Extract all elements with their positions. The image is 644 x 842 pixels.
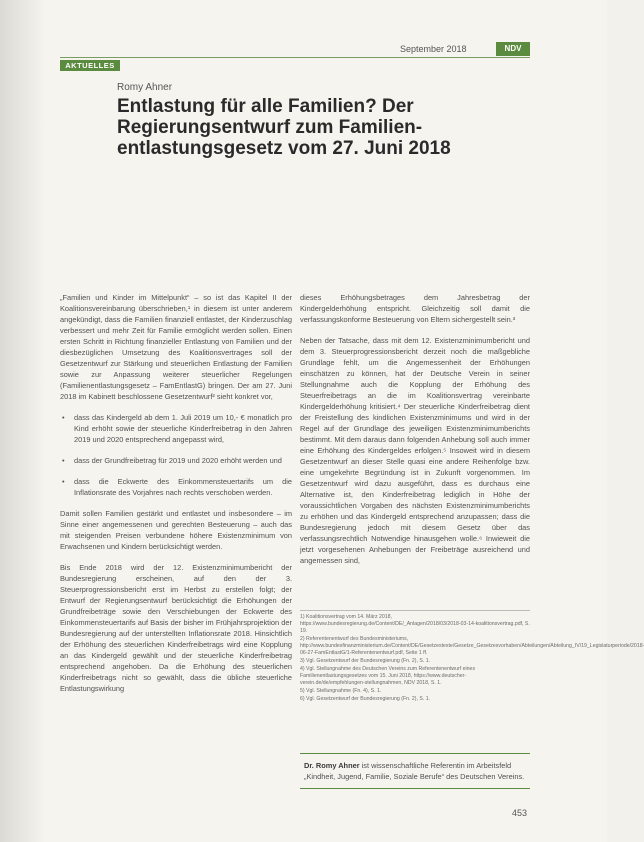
footnote: 1) Koalitionsvertrag vom 14. März 2018, https://www.bundesregierung.de/Content/DE/_Anlagen/2018/03/2018-03-14-koalitionsvertrag.pdf, S. 19. [300, 614, 530, 634]
footnote: 6) Vgl. Gesetzentwurf der Bundesregierung (Fn. 2), S. 1. [300, 696, 431, 702]
list-item-text: dass die Eckwerte des Einkommensteuertarifs um die Inflationsrate des Vorjahres nach rechts verschoben werden. [74, 477, 292, 497]
header-rule [60, 57, 530, 58]
list-item-text: dass der Grundfreibetrag für 2019 und 2020 erhöht werden und [74, 456, 282, 465]
left-column [60, 292, 292, 704]
journal-badge: NDV [496, 42, 530, 56]
bio-name: Dr. Romy Ahner [304, 761, 360, 770]
title-line: Entlastung für alle Familien? Der [117, 96, 414, 117]
section-badge: AKTUELLES [60, 60, 120, 71]
footnote: 2) Referentenentwurf des Bundesministeriums, http://www.bundesfinanzministerium.de/Content/DE/Gesetzestexte/Gesetze_Gesetzesvorhaben/Abteilungen/Abteilung_IV/19_Legislaturperiode/2018-06-27-FamEntlastG/1-Referentenentwurf.pdf, Seite 1 ff. [300, 636, 644, 656]
body-paragraph: „Familien und Kinder im Mittelpunkt“ – so ist das Kapitel II der Koalitionsvereinbarung überschrieben,¹ in diesem ist unter anderem angekündigt, dass die Familien finanziell entlastet, der Kinderzuschlag verbessert und mehr Zeit für Familie ermöglicht werden sollen. Einen ersten Schritt in Richtung finanzieller Entlastung von Familien und der diesbezüglichen Umsetzung des Koalitionsvertrages soll der Gesetzentwurf zur Stärkung und steuerlichen Entlastung der Familien sowie zur Anpassung weiterer steuerlicher Regelungen (Familienentlastungsgesetz – FamEntlastG) bringen. Der am 27. Juni 2018 im Kabinett beschlossene Gesetzentwurf² sieht konkret vor, [60, 293, 292, 401]
author-bio [300, 760, 530, 782]
bullet-icon: • [62, 456, 65, 465]
article-author: Romy Ahner [117, 82, 173, 93]
bullet-icon: • [62, 413, 65, 422]
provision-list [60, 412, 292, 498]
list-item-text: dass das Kindergeld ab dem 1. Juli 2019 um 10,- € monatlich pro Kind erhöht sowie der steuerliche Kinderfreibetrag in den Jahren 2019 und 2020 entsprechend angepasst wird, [74, 413, 292, 444]
list-item [60, 412, 292, 445]
body-paragraph: Bis Ende 2018 wird der 12. Existenzminimumbericht der Bundesregierung erscheinen, auf den der 3. Steuerprogressionsbericht erst im Herbst zu erstellen folgt; der Entwurf der Regierungsentwurf berücksichtigt die Erhöhungen der Grundfreibeträge sowie den Verschiebungen der Eckwerte des Einkommensteuertarifs auf Basis der bisher im Frühjahrsprojektion der Bundesregierung auf der unterstellten Inflationsrate 2018. Hinsichtlich der Erhöhung des steuerlichen Kinderfreibetrags wird eine Kopplung an das Kindergeld gewählt und der steuerliche Kinderfreibetrag entsprechend angehoben. Da die Erhöhung des steuerlichen Kinderfreibetrags nicht so gewählt, dass die übliche steuerliche Entlastungswirkung [60, 563, 292, 693]
footnote: 4) Vgl. Stellungnahme des Deutschen Vereins zum Referentenentwurf eines Familienentlastungsgesetzes vom 15. Juni 2018, https://www.deutscher-verein.de/de/empfehlungen-stellungnahmen, NDV 2018, S. 1. [300, 666, 476, 686]
right-column [300, 292, 530, 576]
body-paragraph: Damit sollen Familien gestärkt und entlastet und insbesondere – im Sinne einer angemessenen und gerechten Besteuerung – auch das mit steigenden Preisen verbundene höhere Existenzminimum von Erwachsenen und Kindern berücksichtigt werden. [60, 509, 292, 551]
title-line: Regierungsentwurf zum Familien- [117, 117, 423, 138]
title-line: entlastungsgesetz vom 27. Juni 2018 [117, 138, 451, 159]
bullet-icon: • [62, 477, 65, 486]
bio-text: ist wissenschaftliche Referentin im Arbeitsfeld „Kindheit, Jugend, Familie, Soziale Berufe“ des Deutschen Vereins. [304, 761, 525, 781]
footnote: 5) Vgl. Stellungnahme (Fn. 4), S. 1. [300, 688, 382, 694]
body-paragraph: dieses Erhöhungsbetrages dem Jahresbetrag der Kindergelderhöhung entspricht. Gleichzeitig soll damit die verfassungskonforme Besteuerung von Eltern sichergestellt sein.³ [300, 293, 530, 324]
page-edge-shadow [0, 0, 46, 842]
author-bio-box [300, 753, 530, 789]
list-item [60, 476, 292, 498]
issue-date: September 2018 [400, 44, 467, 54]
list-item [60, 455, 292, 466]
page-number: 453 [512, 808, 528, 818]
footnote: 3) Vgl. Gesetzentwurf der Bundesregierung (Fn. 2), S. 1. [300, 658, 431, 664]
body-paragraph: Neben der Tatsache, dass mit dem 12. Existenzminimumbericht und dem 3. Steuerprogressionsbericht derzeit noch die maßgebliche Grundlage fehlt, um die Angemessenheit der Erhöhungen einschätzen zu können, hat der Deutsche Verein in seiner Stellungnahme auch die Kopplung der Erhöhung des Steuerfreibetrags an die im Koalitionsvertrag vereinbarte Kindergelderhöhung kritisiert.⁴ Der steuerliche Kinderfreibetrag dient der Freistellung des kindlichen Existenzminimums und wird in der Regel auf der Grundlage des jeweiligen Existenzminimumberichts bestimmt. Mit dem daraus dann folgenden Anhebung soll auch immer eine Erhöhung des Kindergeldes erfolgen.⁵ Insoweit wird in diesem Gesetzentwurf an dieser Stelle quasi eine andere Reihenfolge bzw. eine umgekehrte Begründung ist in Zukunft vorgenommen. Im Gesetzentwurf wird dazu ausgeführt, dass es durchaus eine Alternative ist, den Kinderfreibetrag lediglich in Höhe der voraussichtlichen Vorgaben des nächsten Existenzminimumberichts zu erhöhen und das Kindergeld entsprechend anzupassen; dass die Bundesregierung jedoch mit diesem Gesetz über das verfassungsrechtlich Notwendige hinausgehen wolle.⁶ Inwieweit die jetzt vorgesehenen Anhebungen der Freibeträge ausreichend und angemessen sind, [300, 336, 530, 565]
footnotes [300, 610, 644, 704]
article-title [117, 96, 537, 159]
